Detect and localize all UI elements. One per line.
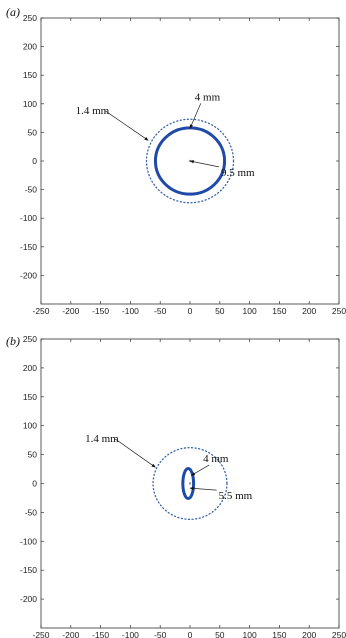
x-tick-label: 200 [302, 630, 317, 638]
panel-b [6, 334, 346, 638]
y-tick-label: 0 [32, 156, 37, 166]
x-tick-label: -50 [154, 630, 167, 638]
annotation-label: 1.4 mm [85, 432, 119, 445]
x-tick-label: -150 [92, 630, 110, 638]
y-tick-label: 200 [22, 362, 37, 373]
x-tick-label: 100 [242, 630, 257, 638]
y-tick-label: -50 [24, 507, 37, 518]
y-tick-label: -200 [19, 270, 37, 281]
x-tick-label: -50 [154, 306, 167, 316]
y-tick-label: -200 [19, 594, 37, 605]
x-tick-label: -200 [62, 630, 80, 638]
x-tick-label: 150 [272, 630, 287, 638]
x-tick-label: 250 [331, 306, 346, 316]
x-tick-label: -250 [32, 306, 50, 316]
panel-label: (a) [6, 5, 20, 19]
center-point [189, 482, 191, 484]
x-tick-label: 0 [187, 306, 193, 316]
y-tick-label: 50 [27, 127, 37, 138]
panel-label: (b) [6, 334, 20, 348]
y-tick-label: 50 [27, 449, 37, 460]
annotation-label: 9.5 mm [220, 166, 255, 179]
x-tick-label: -250 [32, 630, 50, 638]
annotation-label: 5.5 mm [218, 490, 253, 503]
y-tick-label: 200 [22, 41, 37, 52]
x-tick-label: 100 [242, 306, 257, 316]
x-tick-label: 250 [331, 630, 346, 638]
panel-a [6, 5, 346, 316]
x-tick-label: 200 [302, 306, 317, 316]
annotation-label: 4 mm [194, 91, 221, 104]
y-tick-label: -50 [24, 184, 37, 195]
y-tick-label: 100 [22, 98, 37, 109]
y-tick-label: -150 [19, 565, 37, 576]
y-tick-label: 150 [22, 391, 37, 402]
x-tick-label: -150 [92, 306, 110, 316]
y-tick-label: -100 [19, 536, 37, 547]
x-tick-label: 150 [272, 306, 287, 316]
annotation-label: 4 mm [203, 453, 229, 466]
y-tick-label: 150 [22, 70, 37, 81]
x-tick-label: -100 [121, 630, 139, 638]
x-tick-label: 50 [215, 306, 225, 316]
x-tick-label: 0 [187, 630, 193, 638]
x-tick-label: 50 [215, 630, 225, 638]
y-tick-label: 0 [32, 478, 37, 489]
annotation-label: 1.4 mm [75, 105, 110, 118]
y-tick-label: -100 [19, 213, 37, 224]
y-tick-label: 250 [22, 334, 37, 344]
y-tick-label: -150 [19, 241, 37, 252]
x-tick-label: -200 [62, 306, 80, 316]
x-tick-label: -100 [121, 306, 139, 316]
y-tick-label: 250 [22, 13, 37, 23]
y-tick-label: 100 [22, 420, 37, 431]
